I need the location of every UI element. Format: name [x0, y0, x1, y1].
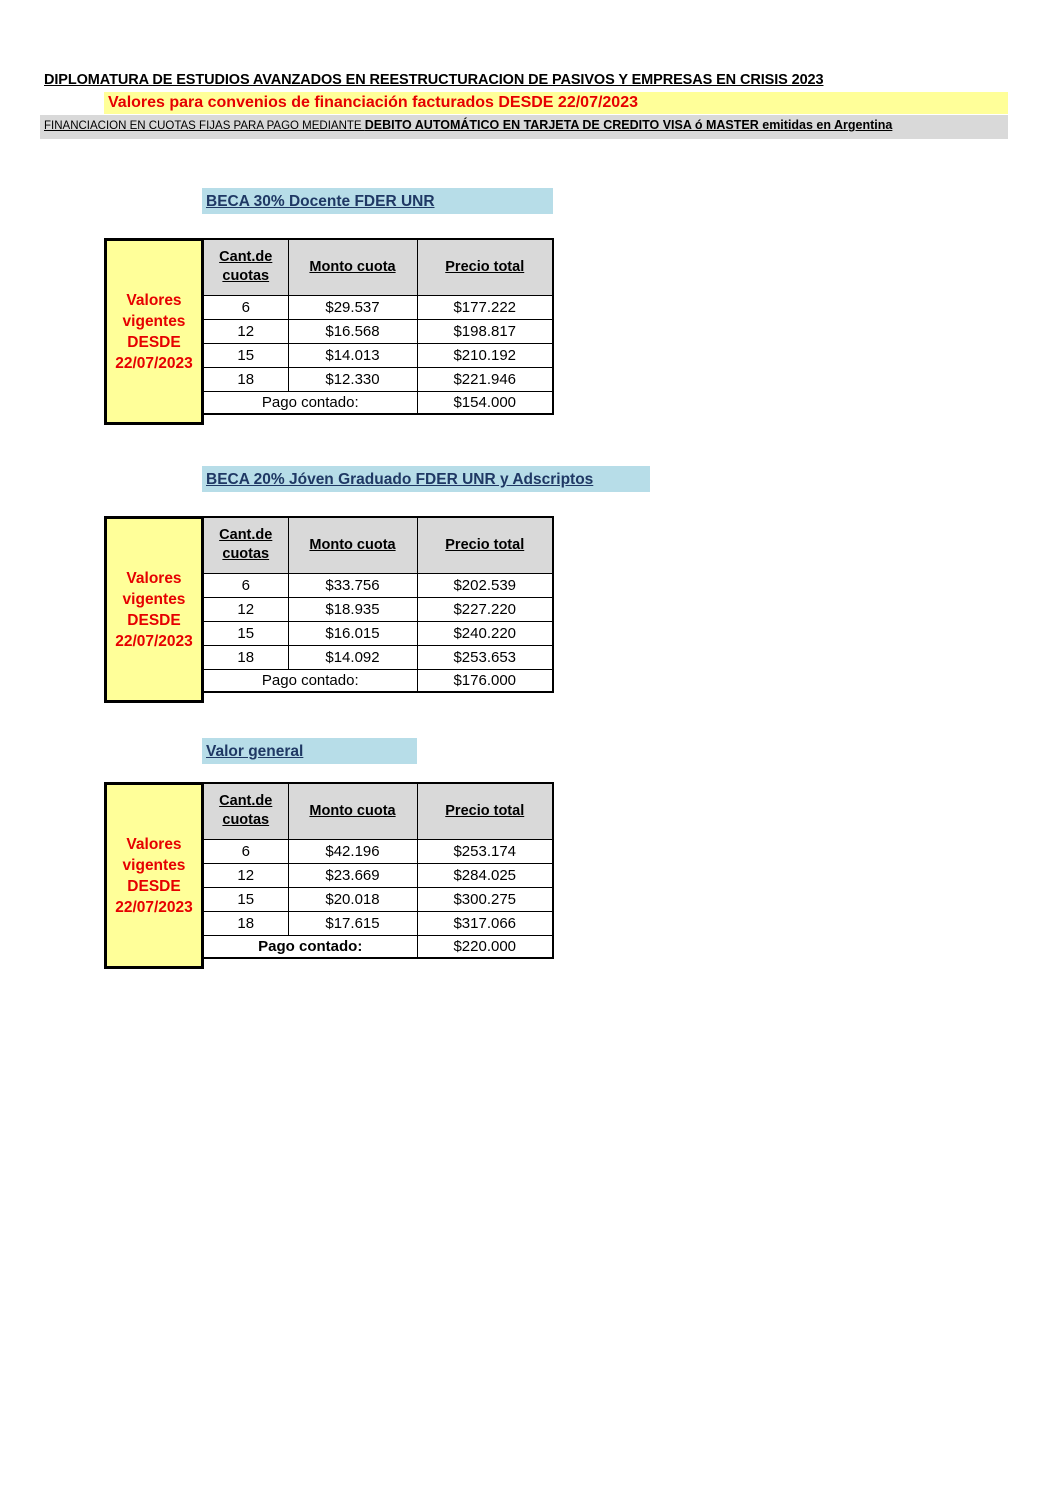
price-table — [202, 516, 554, 693]
table-row: 6 $33.756 $202.539 — [203, 573, 553, 597]
cash-row — [203, 669, 553, 692]
col-header-amount: Monto cuota — [288, 239, 417, 295]
col-header-qty: Cant.de cuotas — [203, 783, 288, 839]
cash-label: Pago contado: — [203, 669, 417, 692]
price-table — [202, 238, 554, 415]
section-label-beca-30: BECA 30% Docente FDER UNR — [202, 188, 553, 214]
col-header-amount: Monto cuota — [288, 517, 417, 573]
table-row: 18 $14.092 $253.653 — [203, 645, 553, 669]
table-row: 15 $14.013 $210.192 — [203, 343, 553, 367]
table-header-row — [203, 783, 553, 839]
table-row: 15 $16.015 $240.220 — [203, 621, 553, 645]
col-header-total: Precio total — [417, 517, 553, 573]
table-header-row — [203, 517, 553, 573]
validity-subtitle: Valores para convenios de financiación facturados DESDE 22/07/2023 — [104, 92, 1008, 114]
valid-from-text: Valores vigentes DESDE 22/07/2023 — [115, 835, 193, 916]
financing-note-prefix: FINANCIACION EN CUOTAS FIJAS PARA PAGO MEDIANTE — [44, 120, 365, 132]
cash-value: $154.000 — [417, 391, 553, 414]
table-row: 6 $42.196 $253.174 — [203, 839, 553, 863]
cash-label: Pago contado: — [203, 935, 417, 958]
section-label-beca-20: BECA 20% Jóven Graduado FDER UNR y Adscriptos — [202, 466, 650, 492]
cash-value: $176.000 — [417, 669, 553, 692]
table-row: 12 $16.568 $198.817 — [203, 319, 553, 343]
col-header-amount: Monto cuota — [288, 783, 417, 839]
valid-from-box — [104, 238, 204, 425]
table-header-row — [203, 239, 553, 295]
valid-from-text: Valores vigentes DESDE 22/07/2023 — [115, 569, 193, 650]
table-row: 12 $18.935 $227.220 — [203, 597, 553, 621]
col-header-qty: Cant.de cuotas — [203, 517, 288, 573]
valid-from-text: Valores vigentes DESDE 22/07/2023 — [115, 291, 193, 372]
col-header-total: Precio total — [417, 239, 553, 295]
valid-from-box — [104, 782, 204, 969]
cash-row — [203, 391, 553, 414]
table-row: 6 $29.537 $177.222 — [203, 295, 553, 319]
section-label-valor-general: Valor general — [202, 738, 417, 764]
table-row: 18 $17.615 $317.066 — [203, 911, 553, 935]
col-header-qty: Cant.de cuotas — [203, 239, 288, 295]
valid-from-box — [104, 516, 204, 703]
cash-row — [203, 935, 553, 958]
document-title: DIPLOMATURA DE ESTUDIOS AVANZADOS EN REESTRUCTURACION DE PASIVOS Y EMPRESAS EN CRISIS 2023 — [44, 72, 824, 88]
table-row: 18 $12.330 $221.946 — [203, 367, 553, 391]
table-row: 15 $20.018 $300.275 — [203, 887, 553, 911]
financing-note — [40, 115, 1008, 139]
cash-label: Pago contado: — [203, 391, 417, 414]
table-row: 12 $23.669 $284.025 — [203, 863, 553, 887]
cash-value: $220.000 — [417, 935, 553, 958]
financing-note-bold: DEBITO AUTOMÁTICO EN TARJETA DE CREDITO VISA ó MASTER emitidas en Argentina — [364, 118, 893, 132]
col-header-total: Precio total — [417, 783, 553, 839]
price-table — [202, 782, 554, 959]
